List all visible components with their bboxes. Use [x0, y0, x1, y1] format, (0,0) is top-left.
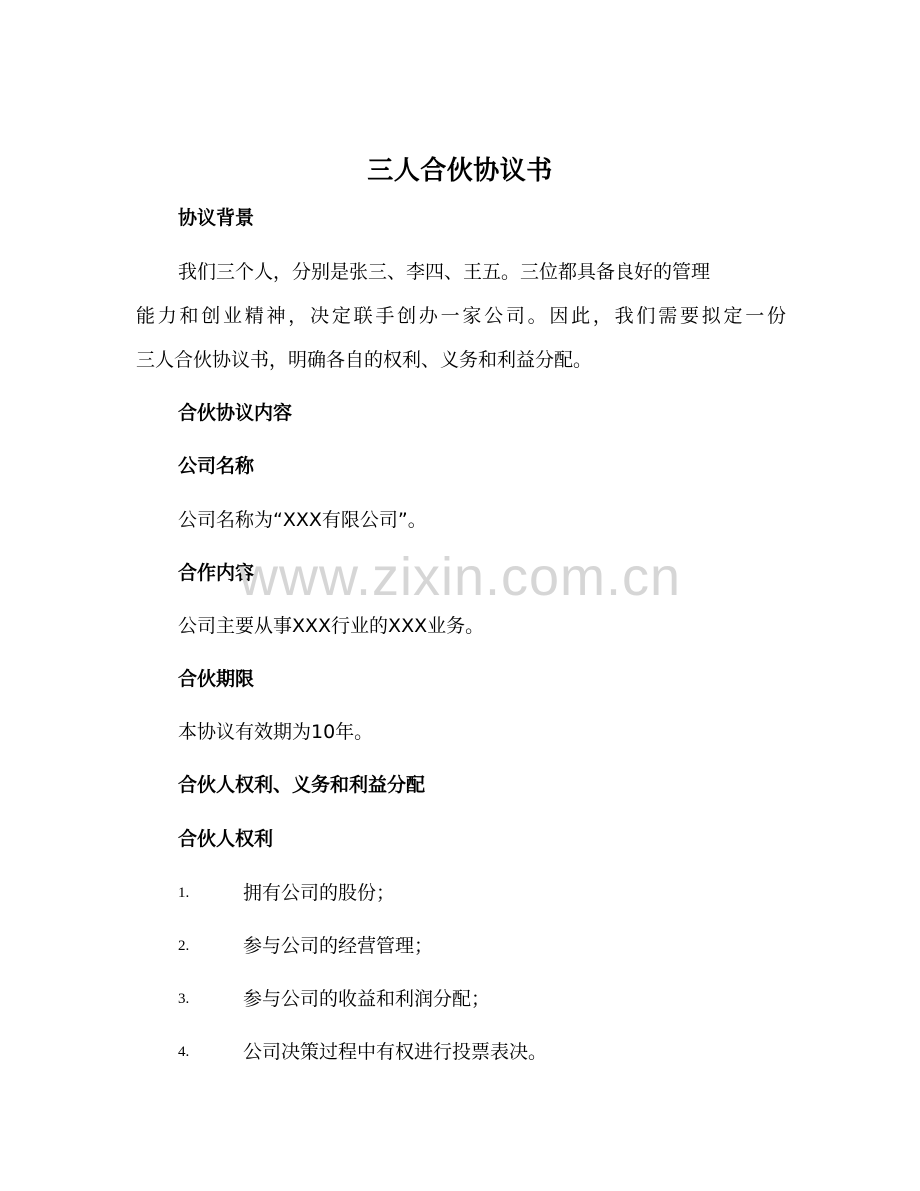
- list-item-number: 4.: [178, 1044, 190, 1060]
- list-item: 公司决策过程中有权进行投票表决。: [243, 1041, 548, 1063]
- heading-term: 合伙期限: [178, 668, 255, 690]
- watermark: www.zixin.com.cn: [238, 547, 682, 607]
- list-item: 拥有公司的股份；: [243, 882, 396, 904]
- list-item: 参与公司的经营管理；: [243, 935, 434, 957]
- list-item: 参与公司的收益和利润分配；: [243, 988, 491, 1010]
- list-item-number: 3.: [178, 991, 190, 1007]
- list-item-number: 1.: [178, 885, 190, 901]
- document-title: 三人合伙协议书: [367, 156, 553, 186]
- heading-rights-duties: 合伙人权利、义务和利益分配: [178, 774, 426, 796]
- cooperation-text: 公司主要从事XXX行业的XXX业务。: [178, 615, 485, 637]
- background-line-1: 我们三个人，分别是张三、李四、王五。三位都具备良好的管理: [178, 261, 711, 283]
- list-item-number: 2.: [178, 938, 190, 954]
- heading-background: 协议背景: [178, 207, 255, 229]
- heading-content: 合伙协议内容: [178, 402, 293, 424]
- heading-cooperation: 合作内容: [178, 562, 255, 584]
- heading-company-name: 公司名称: [178, 455, 255, 477]
- heading-rights: 合伙人权利: [178, 828, 274, 850]
- term-text: 本协议有效期为10年。: [178, 721, 374, 743]
- company-name-text: 公司名称为“XXX有限公司”。: [178, 509, 427, 531]
- background-line-2: 能力和创业精神，决定联手创办一家公司。因此，我们需要拟定一份: [136, 305, 786, 327]
- background-line-3: 三人合伙协议书，明确各自的权利、义务和利益分配。: [136, 349, 593, 371]
